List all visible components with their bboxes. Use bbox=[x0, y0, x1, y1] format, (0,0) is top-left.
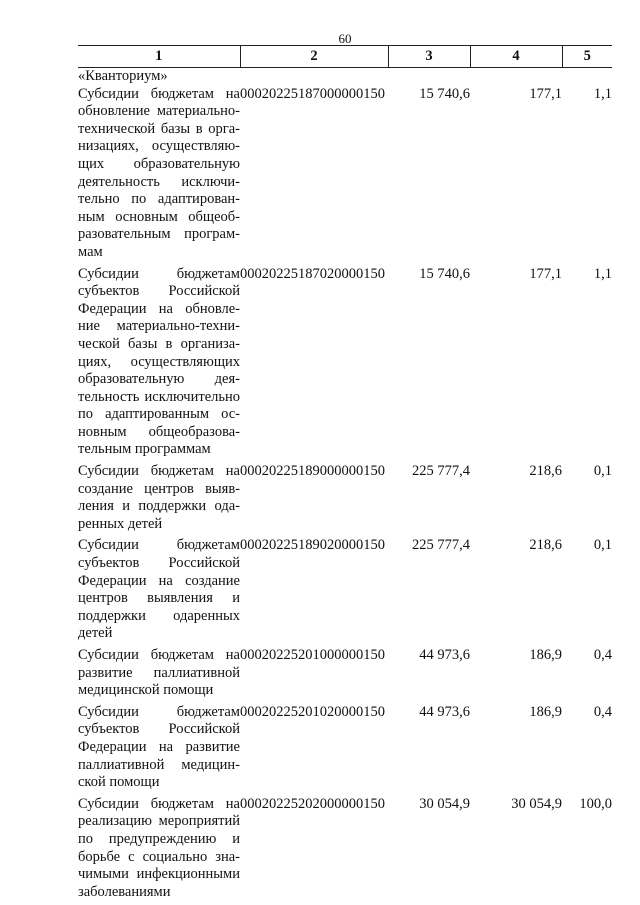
table-body bbox=[78, 68, 612, 905]
continuation-row bbox=[78, 68, 612, 86]
row-value-5: 0,1 bbox=[593, 463, 612, 480]
row-name-line: ления и поддержки ода- bbox=[78, 498, 240, 515]
row-name-line: субъектов Российской bbox=[78, 555, 240, 572]
row-code: 00020225202000000150 bbox=[240, 795, 385, 812]
row-name-cell bbox=[78, 796, 240, 905]
row-value-4: 218,6 bbox=[529, 463, 562, 480]
row-name-line: ренных детей bbox=[78, 515, 163, 532]
row-name-line: разовательным програм- bbox=[78, 226, 240, 243]
row-name-line: тельным программам bbox=[78, 441, 211, 458]
row-code: 00020225201020000150 bbox=[240, 703, 385, 720]
row-name-cell bbox=[78, 647, 240, 704]
row-name-line: тельно по адаптирован- bbox=[78, 191, 240, 208]
row-name-line: паллиативной медицин- bbox=[78, 756, 240, 773]
row-value-4: 177,1 bbox=[529, 85, 562, 102]
row-code: 00020225189000000150 bbox=[240, 463, 385, 480]
row-value-3: 225 777,4 bbox=[412, 463, 470, 480]
row-value-5: 0,4 bbox=[593, 703, 612, 720]
row-code: 00020225201000000150 bbox=[240, 647, 385, 663]
row-name-line: образовательную дея- bbox=[78, 371, 240, 388]
row-name-line: технической базы в орга- bbox=[78, 120, 240, 137]
continuation-text: «Кванториум» bbox=[78, 68, 168, 84]
row-name-line: циях, осуществляющих bbox=[78, 353, 240, 370]
row-value-3: 15 740,6 bbox=[419, 265, 470, 282]
budget-table bbox=[78, 45, 612, 905]
row-name-line: ние материально-техни- bbox=[78, 318, 240, 335]
row-name-line: Субсидии бюджетам bbox=[78, 703, 240, 720]
row-value-3: 44 973,6 bbox=[419, 647, 470, 663]
row-name-cell bbox=[78, 86, 240, 266]
row-name-line: тельность исключительно bbox=[78, 388, 240, 405]
row-name-line: Федерации на создание bbox=[78, 572, 240, 589]
row-name-cell bbox=[78, 537, 240, 647]
row-name-line: медицинской помощи bbox=[78, 682, 214, 699]
row-code: 00020225189020000150 bbox=[240, 537, 385, 554]
row-name-line: ческой базы в организа- bbox=[78, 335, 240, 352]
row-value-5: 100,0 bbox=[579, 795, 612, 812]
row-name-line: Субсидии бюджетам на bbox=[78, 795, 240, 812]
table-header-row bbox=[78, 46, 612, 68]
row-name-line: реализацию мероприятий bbox=[78, 813, 240, 830]
column-header-1: 1 bbox=[78, 46, 240, 68]
row-name-line: поддержки одаренных bbox=[78, 607, 240, 624]
row-name-line: низациях, осуществляю- bbox=[78, 138, 240, 155]
column-header-4: 4 bbox=[470, 46, 562, 68]
row-value-3: 225 777,4 bbox=[412, 537, 470, 554]
table-row bbox=[78, 537, 612, 647]
row-name-line: чимыми инфекционными bbox=[78, 866, 240, 883]
row-value-5: 1,1 bbox=[593, 85, 612, 102]
row-name-line: борьбе с социально зна- bbox=[78, 848, 240, 865]
table-row bbox=[78, 647, 612, 704]
column-header-2: 2 bbox=[240, 46, 388, 68]
row-name-line: обновление материально- bbox=[78, 103, 240, 120]
row-name-line: ным основным общеоб- bbox=[78, 208, 240, 225]
row-name-line: новным общеобразова- bbox=[78, 423, 240, 440]
page-number: 60 bbox=[338, 31, 352, 46]
row-value-5: 0,1 bbox=[593, 537, 612, 554]
row-value-3: 30 054,9 bbox=[419, 795, 470, 812]
row-name-line: Субсидии бюджетам bbox=[78, 537, 240, 554]
row-name-line: Субсидии бюджетам на bbox=[78, 463, 240, 480]
row-name-line: субъектов Российской bbox=[78, 283, 240, 300]
row-name-line: мам bbox=[78, 243, 103, 260]
row-name-line: детей bbox=[78, 625, 113, 642]
row-name-line: центров выявления и bbox=[78, 590, 240, 607]
row-name-cell bbox=[78, 266, 240, 464]
row-value-3: 15 740,6 bbox=[419, 85, 470, 102]
row-name-line: Субсидии бюджетам bbox=[78, 265, 240, 282]
row-name-line: субъектов Российской bbox=[78, 721, 240, 738]
row-value-4: 30 054,9 bbox=[511, 795, 562, 812]
row-name-line: Субсидии бюджетам на bbox=[78, 647, 240, 663]
row-code: 00020225187000000150 bbox=[240, 85, 385, 102]
column-header-5: 5 bbox=[562, 46, 612, 68]
row-name-cell bbox=[78, 463, 240, 537]
table-row bbox=[78, 463, 612, 537]
table-row bbox=[78, 796, 612, 905]
row-name-line: Субсидии бюджетам на bbox=[78, 85, 240, 102]
row-code: 00020225187020000150 bbox=[240, 265, 385, 282]
table-row bbox=[78, 266, 612, 464]
table-row bbox=[78, 86, 612, 266]
row-value-4: 186,9 bbox=[529, 647, 562, 663]
row-name-line: деятельность исключи- bbox=[78, 173, 240, 190]
row-name-cell bbox=[78, 704, 240, 796]
row-name-line: развитие паллиативной bbox=[78, 664, 240, 681]
row-name-line: по адаптированным ос- bbox=[78, 406, 240, 423]
row-value-4: 177,1 bbox=[529, 265, 562, 282]
row-name-line: ской помощи bbox=[78, 774, 160, 791]
row-name-line: заболеваниями bbox=[78, 883, 171, 900]
row-name-line: по предупреждению и bbox=[78, 830, 240, 847]
row-name-line: Федерации на развитие bbox=[78, 738, 240, 755]
row-name-line: Федерации на обновле- bbox=[78, 300, 240, 317]
row-value-4: 218,6 bbox=[529, 537, 562, 554]
row-value-4: 186,9 bbox=[529, 703, 562, 720]
row-name-line: создание центров выяв- bbox=[78, 480, 240, 497]
row-value-5: 0,4 bbox=[593, 647, 612, 663]
column-header-3: 3 bbox=[388, 46, 470, 68]
row-name-line: щих образовательную bbox=[78, 155, 240, 172]
row-value-5: 1,1 bbox=[593, 265, 612, 282]
row-value-3: 44 973,6 bbox=[419, 703, 470, 720]
table-row bbox=[78, 704, 612, 796]
